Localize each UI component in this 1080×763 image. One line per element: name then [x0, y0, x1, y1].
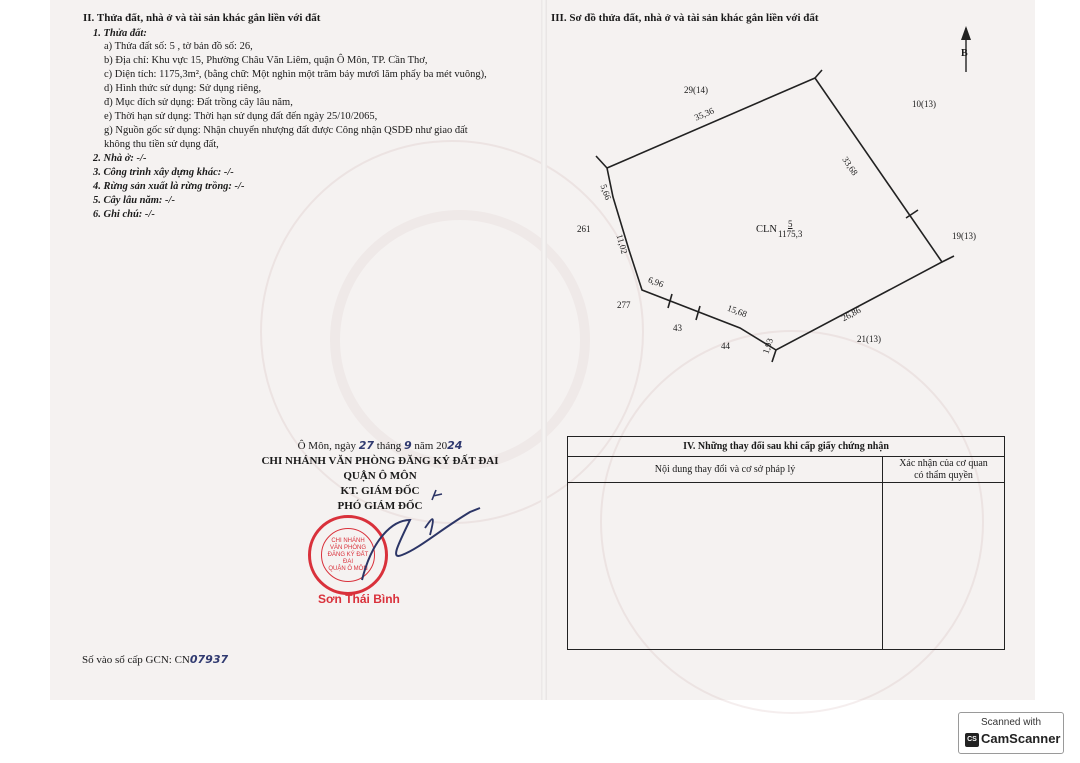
edge-top-length: 35,36	[692, 105, 716, 123]
neighbor-29: 29(14)	[684, 85, 708, 95]
changes-content-cell	[568, 483, 883, 650]
official-seal: CHI NHÁNH VĂN PHÒNG ĐĂNG KÝ ĐẤT ĐAI QUẬN Ô MÔN	[308, 515, 388, 595]
neighbor-10: 10(13)	[912, 99, 936, 109]
neighbor-261: 261	[577, 224, 591, 234]
changes-table	[567, 436, 1005, 650]
north-label: B	[961, 48, 968, 59]
address-line: b) Địa chỉ: Khu vực 15, Phường Châu Văn Liêm, quận Ô Môn, TP. Cần Thơ,	[104, 55, 428, 66]
edge-bottom-left-length: 6,96	[646, 274, 665, 290]
issue-date: Ô Môn, ngày 27 tháng 9 năm 2024	[297, 439, 463, 452]
edge-bottom-right-length: 26,86	[839, 304, 863, 324]
changes-table-title: IV. Những thay đổi sau khi cấp giấy chứng nhận	[568, 437, 1005, 457]
construction-line: 3. Công trình xây dựng khác: -/-	[93, 167, 234, 178]
notes-line: 6. Ghi chú: -/-	[93, 209, 155, 220]
parcel-number: 5	[788, 219, 793, 229]
changes-column-content: Nội dung thay đổi và cơ sở pháp lý	[568, 457, 883, 483]
land-heading: 1. Thửa đất:	[93, 28, 147, 39]
neighbor-277: 277	[617, 300, 631, 310]
parcel-area: 1175,3	[778, 229, 803, 239]
purpose-line: đ) Mục đích sử dụng: Đất trồng cây lâu năm,	[104, 97, 293, 108]
date-day: 27	[358, 439, 375, 452]
neighbor-44: 44	[721, 341, 730, 351]
neighbor-43: 43	[673, 323, 682, 333]
edge-bottom-mid-length: 15,68	[725, 302, 749, 320]
neighbor-21: 21(13)	[857, 334, 881, 344]
camscanner-name: CamScanner	[981, 731, 1061, 746]
term-line: e) Thời hạn sử dụng: Thời hạn sử dụng đất đến ngày 25/10/2065,	[104, 111, 378, 122]
date-month: 9	[403, 439, 412, 452]
parcel-boundary	[607, 78, 942, 350]
camscanner-badge	[958, 712, 1064, 754]
area-line: c) Diện tích: 1175,3m², (bằng chữ: Một nghìn một trăm bảy mươi lăm phẩy ba mét vuông),	[104, 69, 487, 80]
parcel-label: CLN	[756, 224, 777, 235]
section-iii-title: III. Sơ đồ thửa đất, nhà ở và tài sản khác gắn liền với đất	[551, 12, 819, 24]
house-line: 2. Nhà ở: -/-	[93, 153, 147, 164]
registry-number: Số vào sổ cấp GCN: CN07937	[82, 653, 229, 666]
origin-line: g) Nguồn gốc sử dụng: Nhận chuyển nhượng đất được Công nhận QSDĐ như giao đất	[104, 125, 468, 136]
office-district: QUẬN Ô MÔN	[343, 470, 417, 482]
camscanner-logo-icon: CS	[965, 733, 979, 747]
section-ii-title: II. Thửa đất, nhà ở và tài sản khác gắn liền với đất	[83, 12, 321, 24]
kt-director: KT. GIÁM ĐỐC	[340, 485, 420, 497]
changes-column-confirmation: Xác nhận của cơ quan có thẩm quyền	[883, 457, 1005, 483]
signer-name: Sơn Thái Bình	[318, 592, 400, 606]
edge-left-upper-length: 5,66	[598, 182, 614, 202]
scanned-with-label: Scanned with	[980, 717, 1042, 728]
edge-left-lower-length: 11,02	[614, 233, 630, 255]
edge-bottom-short-length: 1,93	[760, 336, 776, 356]
date-year-end: 24	[447, 439, 463, 452]
neighbor-19: 19(13)	[952, 231, 976, 241]
parcel-line: a) Thửa đất số: 5 , tờ bản đồ số: 26,	[104, 41, 253, 52]
forest-line: 4. Rừng sản xuất là rừng trồng: -/-	[93, 181, 245, 192]
office-name: CHI NHÁNH VĂN PHÒNG ĐĂNG KÝ ĐẤT ĐAI	[261, 455, 499, 467]
changes-confirmation-cell	[883, 483, 1005, 650]
deputy-director: PHÓ GIÁM ĐỐC	[337, 500, 423, 512]
origin-line-continued: không thu tiền sử dụng đất,	[104, 139, 219, 150]
use-form-line: d) Hình thức sử dụng: Sử dụng riêng,	[104, 83, 262, 94]
edge-right-length: 33,68	[840, 154, 860, 178]
perennial-line: 5. Cây lâu năm: -/-	[93, 195, 175, 206]
